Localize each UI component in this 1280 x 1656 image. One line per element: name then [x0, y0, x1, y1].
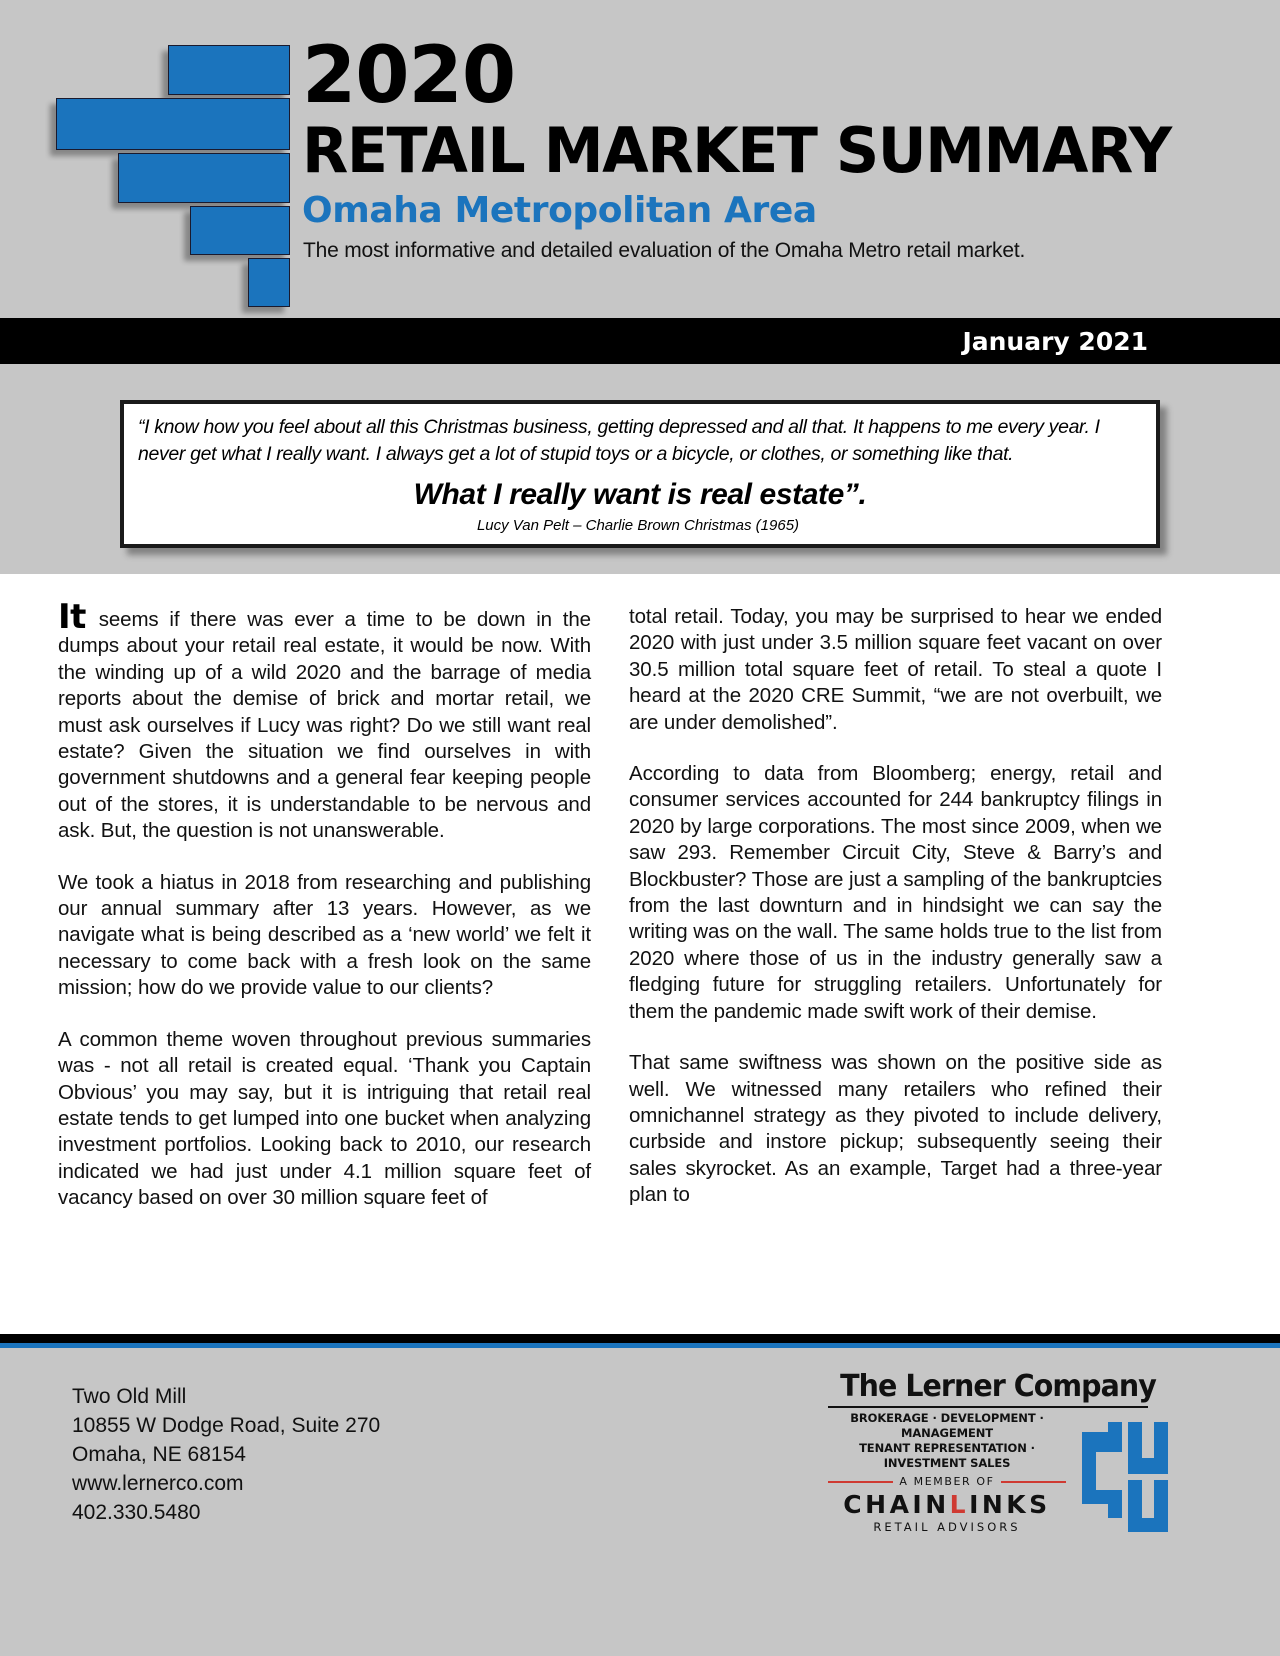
document-header — [0, 0, 1280, 318]
chainlinks-part-1: CHAIN — [843, 1490, 950, 1519]
logo-bar-3 — [118, 153, 290, 203]
quote-punchline: What I really want is real estate”. — [413, 478, 867, 511]
report-year: 2020 — [302, 31, 516, 121]
paragraph-right-3: That same swiftness was shown on the positive side as well. We witnessed many retailers who refined their omnichannel strategy as they pivoted to include delivery, curbside and instore pickup; subsequently seeing their sales skyrocket. As an example, Target had a three-year plan to — [629, 1051, 1162, 1207]
logo-bar-1 — [168, 45, 290, 95]
chainlinks-mark-icon — [1078, 1418, 1170, 1536]
logo-bar-4 — [190, 206, 290, 255]
member-rule-left — [828, 1481, 893, 1483]
website-link[interactable]: www.lernerco.com — [72, 1472, 244, 1495]
phone-number[interactable]: 402.330.5480 — [72, 1501, 201, 1524]
quote-box — [120, 400, 1160, 548]
quote-line-1: “I know how you feel about all this Christmas business, getting depressed and all that. It happens to me every year. I — [138, 416, 1100, 438]
address-line-3: Omaha, NE 68154 — [72, 1443, 246, 1466]
article-columns — [0, 597, 1280, 1212]
footer-divider — [0, 1334, 1280, 1348]
paragraph-right-2: According to data from Bloomberg; energy, retail and consumer services accounted for 244 bankruptcy filings in 2020 by large corporations. The most since 2009, when we saw 293. Remember Circuit City, Steve & Barry’s and Blockbuster? Those are just a sampling of the bankruptcies from the last downturn and in hindsight we can say the writing was on the wall. The same holds true to the list from 2020 where those of us in the industry generally saw a fledging future for struggling retailers. Unfortunately for them the pandemic made swift work of their demise. — [629, 762, 1162, 1023]
member-of-row — [828, 1475, 1066, 1488]
paragraph-left-2: We took a hiatus in 2018 from researching and publishing our annual summary after 13 years. However, as we navigate what is being described as a ‘new world’ we felt it necessary to come back with a fresh look on the same mission; how do we provide value to our clients? — [58, 870, 591, 1000]
address-line-2: 10855 W Dodge Road, Suite 270 — [72, 1414, 381, 1437]
report-region: Omaha Metropolitan Area — [302, 190, 817, 231]
paragraph-left-1 — [58, 597, 591, 845]
publication-date: January 2021 — [962, 326, 1148, 356]
logo-bar-5 — [248, 258, 290, 307]
quote-line-2: never get what I really want. I always get a lot of stupid toys or a bicycle, or clothes, or something like that. — [138, 443, 1014, 465]
quote-attribution: Lucy Van Pelt – Charlie Brown Christmas (1965) — [476, 517, 800, 534]
member-of-label: A MEMBER OF — [899, 1475, 995, 1488]
paragraph-left-1-text: seems if there was ever a time to be down in the dumps about your retail real estate, it would be now. With the winding up of a wild 2020 and the barrage of media reports about the demise of brick and mortar retail, we must ask ourselves if Lucy was right? Do we still want real estate? Given the situation we find ourselves in with government shutdowns and a general fear keeping people out of the stores, it is understandable to be nervous and ask. But, the question is not unanswerable. — [58, 608, 591, 843]
chainlinks-part-2: INKS — [969, 1490, 1051, 1519]
chainlinks-subtitle: RETAIL ADVISORS — [873, 1520, 1021, 1534]
lerner-company-logo — [828, 1370, 1168, 1534]
company-address — [72, 1382, 380, 1527]
logo-bar-2 — [56, 98, 290, 150]
drop-cap: It — [58, 597, 86, 637]
services-line-2: TENANT REPRESENTATION · INVESTMENT SALES — [859, 1441, 1035, 1470]
date-band — [0, 318, 1280, 364]
address-line-1: Two Old Mill — [72, 1385, 187, 1408]
footer-rule-black — [0, 1334, 1280, 1343]
page-title: RETAIL MARKET SUMMARY — [302, 114, 1171, 187]
chainlinks-accent-letter: L — [949, 1490, 970, 1519]
member-rule-right — [1001, 1481, 1066, 1483]
article-body — [0, 574, 1280, 1334]
document-footer — [0, 1348, 1280, 1563]
article-right-column — [629, 604, 1162, 1212]
paragraph-left-3: A common theme woven throughout previous summaries was - not all retail is created equal. ‘Thank you Captain Obvious’ you may say, but it is intriguing that retail real estate tends to get lumped into one bucket when analyzing investment portfolios. Looking back to 2010, our research indicated we had just under 4.1 million square feet of vacancy based on over 30 million square feet of — [58, 1027, 591, 1210]
bar-chart-logo-icon — [55, 45, 290, 290]
company-name: The Lerner Company — [840, 1369, 1156, 1404]
logo-underline — [828, 1406, 1148, 1408]
paragraph-right-1: total retail. Today, you may be surprised to hear we ended 2020 with just under 3.5 million square feet vacant on over 30.5 million total square feet of retail. To steal a quote I heard at the 2020 CRE Summit, “we are not overbuilt, we are under demolished”. — [629, 605, 1162, 734]
services-line-1: BROKERAGE · DEVELOPMENT · MANAGEMENT — [850, 1411, 1044, 1440]
title-block — [302, 31, 1240, 264]
chainlinks-wordmark — [828, 1490, 1066, 1519]
quote-section — [0, 364, 1280, 574]
report-tagline: The most informative and detailed evaluation of the Omaha Metro retail market. — [303, 239, 1026, 262]
article-left-column — [58, 597, 591, 1212]
